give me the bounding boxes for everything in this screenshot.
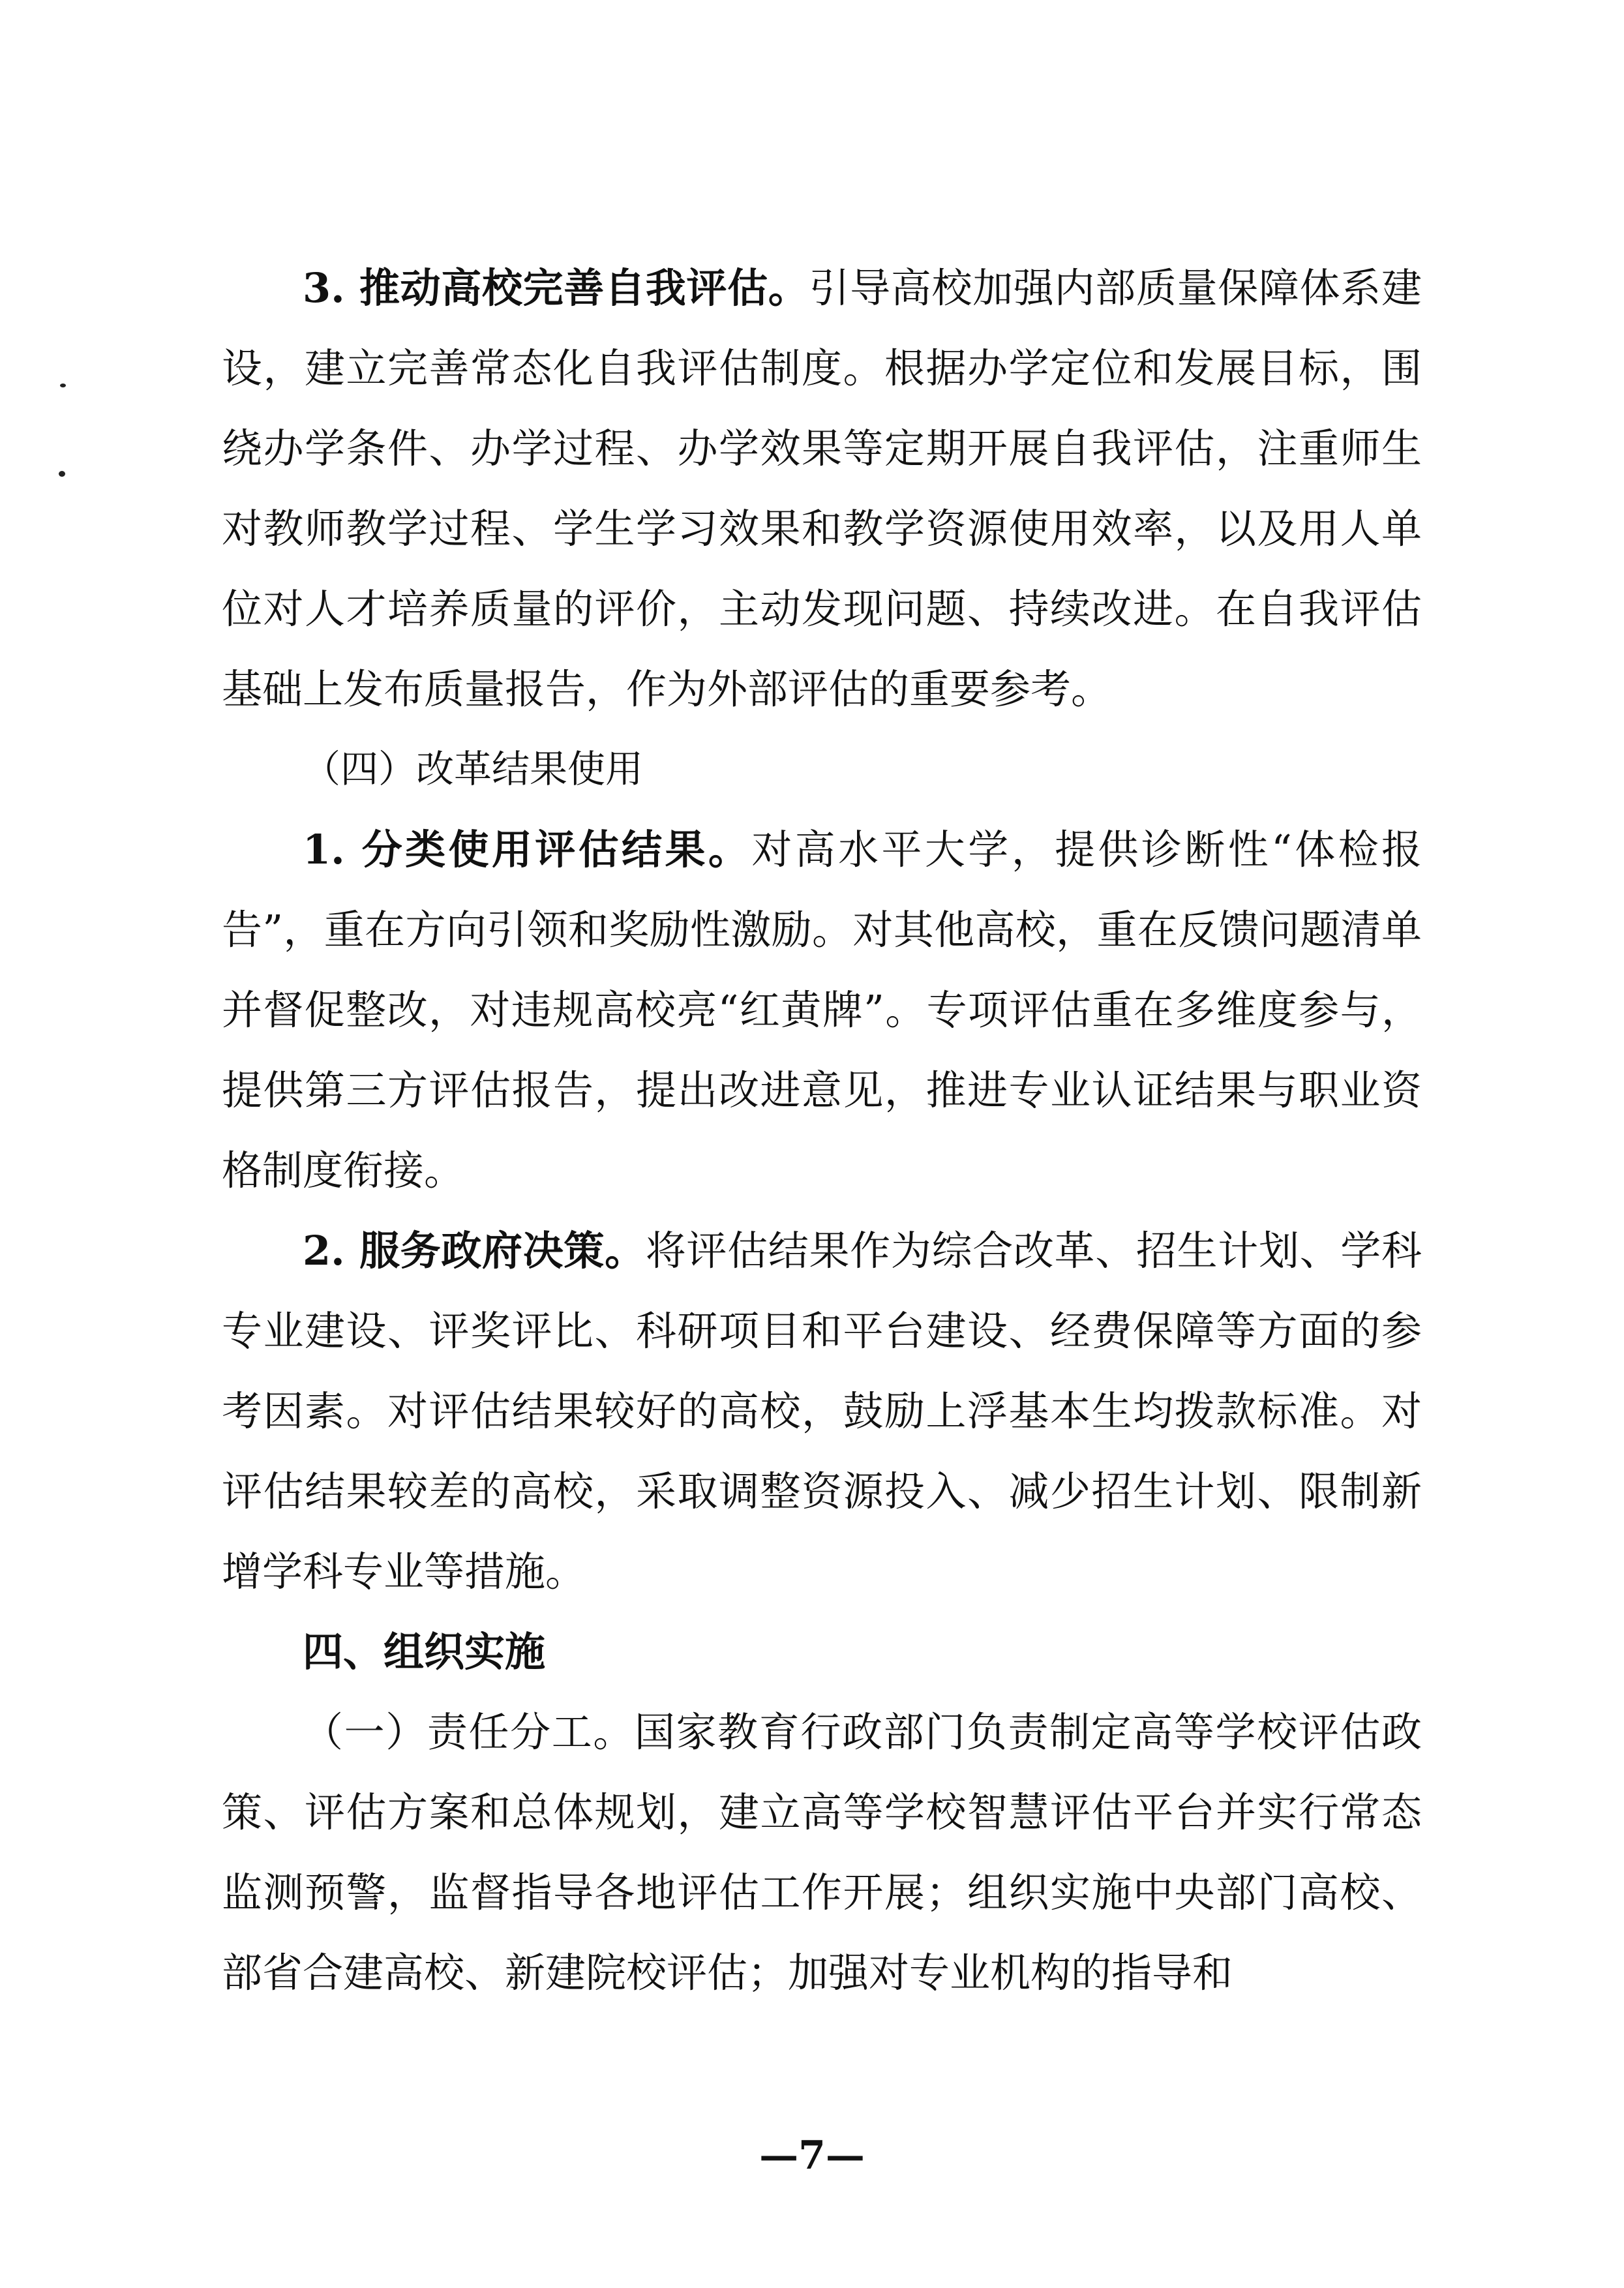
paragraph-body: 对高水平大学，提供诊断性“体检报告”，重在方向引领和奖励性激励。对其他高校，重在反馈问题清单并督促整改，对违规高校亮“红黄牌”。专项评估重在多维度参与，提供第三方评估报告，提出改进意见，推进专业认证结果与职业资格制度衔接。: [222, 826, 1422, 1194]
section-heading-organization: 四、组织实施: [303, 1628, 546, 1676]
paragraph-body: （一）责任分工。国家教育行政部门负责制定高等学校评估政策、评估方案和总体规划，建立高等学校智慧评估平台并实行常态监测预警，监督指导各地评估工作开展；组织实施中央部门高校、部省合建高校、新建院校评估；加强对专业机构的指导和: [222, 1708, 1422, 1996]
paragraph-body: 将评估结果作为综合改革、招生计划、学科专业建设、评奖评比、科研项目和平台建设、经费保障等方面的参考因素。对评估结果较好的高校，鼓励上浮基本生均拨款标准。对评估结果较差的高校，采取调整资源投入、减少招生计划、限制新增学科专业等措施。: [222, 1227, 1422, 1595]
paragraph-responsibility: [222, 1692, 1422, 2013]
paragraph-classified-results: [222, 809, 1422, 1211]
paragraph-lead: 2. 服务政府决策。: [303, 1227, 646, 1274]
body-text: [222, 248, 1422, 2013]
scan-speck: [59, 471, 65, 477]
paragraph-lead: 3. 推动高校完善自我评估。: [303, 264, 809, 312]
paragraph-government-decision: [222, 1211, 1422, 1612]
page-number: —7—: [759, 2133, 865, 2178]
paragraph-self-evaluation: [222, 248, 1422, 729]
section-heading-reform-results: （四）改革结果使用: [303, 747, 644, 791]
paragraph-body: 引导高校加强内部质量保障体系建设，建立完善常态化自我评估制度。根据办学定位和发展目标，围绕办学条件、办学过程、办学效果等定期开展自我评估，注重师生对教师教学过程、学生学习效果和教学资源使用效率，以及用人单位对人才培养质量的评价，主动发现问题、持续改进。在自我评估基础上发布质量报告，作为外部评估的重要参考。: [222, 264, 1422, 713]
scan-speck: [60, 384, 66, 387]
paragraph-lead: 1. 分类使用评估结果。: [303, 826, 752, 873]
